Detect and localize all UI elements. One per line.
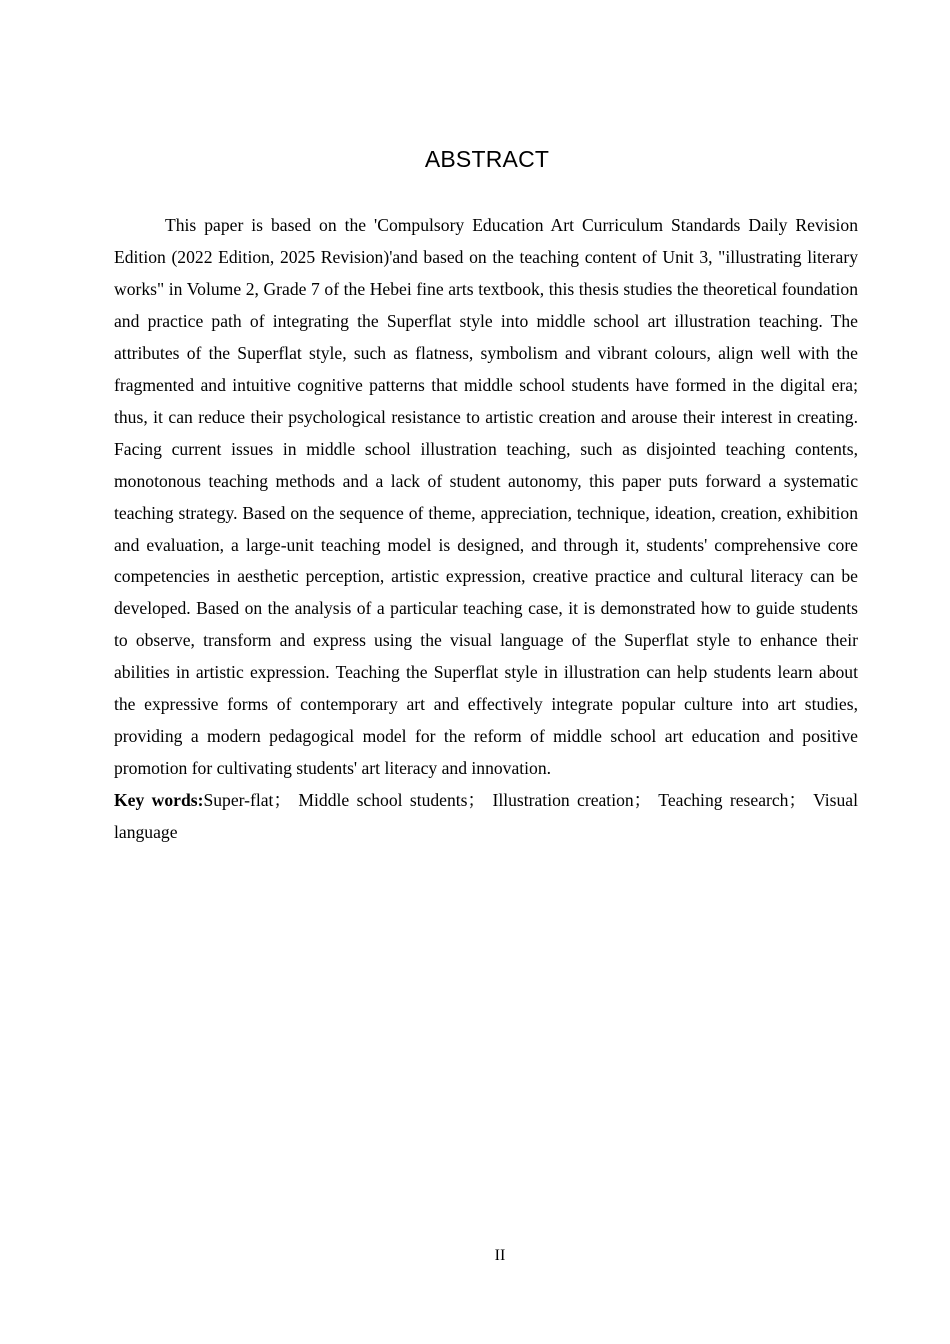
abstract-title: ABSTRACT	[424, 146, 550, 172]
page-number: II	[494, 1247, 506, 1264]
keywords-label: Key words:	[114, 790, 204, 811]
keywords-line	[114, 785, 858, 849]
abstract-paragraph: This paper is based on the 'Compulsory Education Art Curriculum Standards Daily Revision Edition (2022 Edition, 2025 Revision)'and based on the teaching content of Unit 3, "illustrating literary works" in Volume 2, Grade 7 of the Hebei fine arts textbook, this thesis studies the theoretical foundation and practice path of integrating the Superflat style into middle school art illustration teaching. The attributes of the Superflat style, such as flatness, symbolism and vibrant colours, align well with the fragmented and intuitive cognitive patterns that middle school students have formed in the digital era; thus, it can reduce their psychological resistance to artistic creation and arouse their interest in creating. Facing current issues in middle school illustration teaching, such as disjointed teaching contents, monotonous teaching methods and a lack of student autonomy, this paper puts forward a systematic teaching strategy. Based on the sequence of theme, appreciation, technique, ideation, creation, exhibition and evaluation, a large-unit teaching model is designed, and through it, students' comprehensive core competencies in aesthetic perception, artistic expression, creative practice and cultural literacy can be developed. Based on the analysis of a particular teaching case, it is demonstrated how to guide students to observe, transform and express using the visual language of the Superflat style to enhance their abilities in artistic expression. Teaching the Superflat style in illustration can help students learn about the expressive forms of contemporary art and effectively integrate popular culture into art studies, providing a modern pedagogical model for the reform of middle school art education and positive promotion for cultivating students' art literacy and innovation.	[114, 215, 858, 779]
abstract-body	[114, 210, 858, 849]
keywords-list: Super-flat； Middle school students； Illustration creation； Teaching research； Visual language	[114, 790, 858, 843]
